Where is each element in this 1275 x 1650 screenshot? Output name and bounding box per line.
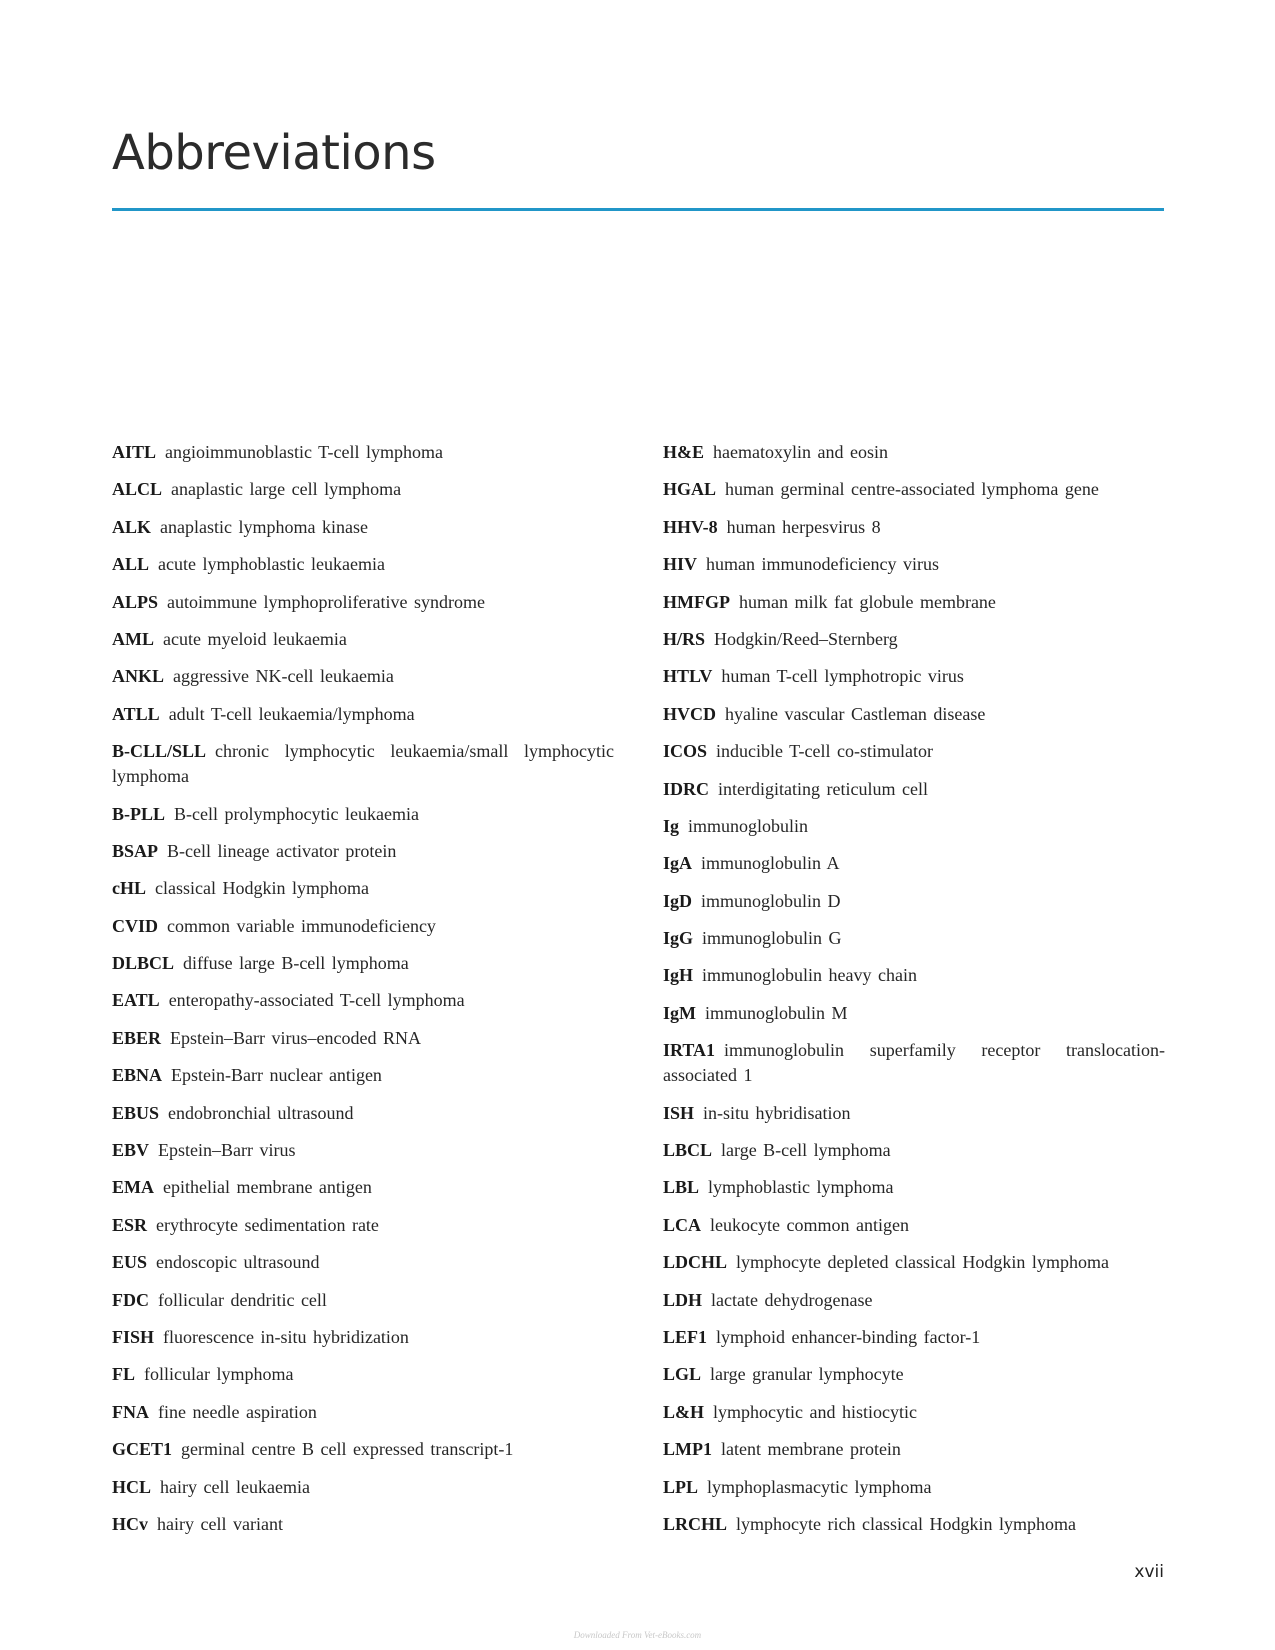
abbreviation-term: ESR bbox=[112, 1214, 148, 1235]
abbreviation-term: LDH bbox=[663, 1289, 703, 1310]
abbreviation-definition: lymphocyte depleted classical Hodgkin lymphoma bbox=[736, 1252, 1109, 1273]
abbreviation-term: IgD bbox=[663, 890, 693, 911]
abbreviation-entry bbox=[112, 1400, 614, 1425]
abbreviation-entry bbox=[112, 914, 614, 939]
abbreviation-term: EBER bbox=[112, 1027, 162, 1048]
abbreviation-term: LMP1 bbox=[663, 1439, 712, 1460]
abbreviation-entry bbox=[663, 1038, 1165, 1088]
abbreviation-definition: aggressive NK-cell leukaemia bbox=[173, 666, 394, 687]
abbreviation-entry bbox=[663, 1250, 1165, 1275]
abbreviation-entry bbox=[112, 702, 614, 727]
abbreviation-entry bbox=[112, 627, 614, 652]
abbreviation-entry bbox=[663, 851, 1165, 876]
abbreviation-term: IDRC bbox=[663, 778, 710, 799]
abbreviation-definition: diffuse large B-cell lymphoma bbox=[183, 953, 409, 974]
abbreviation-definition: fine needle aspiration bbox=[158, 1401, 317, 1422]
abbreviation-definition: immunoglobulin D bbox=[701, 890, 841, 911]
abbreviation-entry bbox=[663, 1475, 1165, 1500]
abbreviation-term: ATLL bbox=[112, 703, 160, 724]
abbreviation-entry bbox=[112, 552, 614, 577]
abbreviation-term: HGAL bbox=[663, 479, 717, 500]
abbreviation-definition: hairy cell variant bbox=[157, 1513, 283, 1534]
abbreviation-entry bbox=[112, 664, 614, 689]
abbreviation-term: LEF1 bbox=[663, 1326, 708, 1347]
abbreviation-term: GCET1 bbox=[112, 1439, 173, 1460]
abbreviation-definition: anaplastic lymphoma kinase bbox=[160, 516, 368, 537]
abbreviation-definition: erythrocyte sedimentation rate bbox=[156, 1214, 379, 1235]
abbreviation-entry bbox=[663, 777, 1165, 802]
title-divider bbox=[112, 208, 1164, 211]
abbreviation-term: IgG bbox=[663, 928, 694, 949]
abbreviation-entry bbox=[663, 739, 1165, 764]
abbreviation-definition: haematoxylin and eosin bbox=[713, 442, 888, 462]
abbreviation-definition: enteropathy-associated T-cell lymphoma bbox=[168, 990, 465, 1011]
abbreviation-definition: hairy cell leukaemia bbox=[160, 1476, 310, 1497]
abbreviation-definition: follicular lymphoma bbox=[144, 1364, 294, 1385]
abbreviation-entry bbox=[663, 1400, 1165, 1425]
abbreviation-term: EBV bbox=[112, 1140, 150, 1161]
abbreviation-definition: B-cell prolymphocytic leukaemia bbox=[174, 803, 419, 824]
abbreviation-term: HIV bbox=[663, 554, 698, 575]
abbreviation-definition: adult T-cell leukaemia/lymphoma bbox=[168, 703, 415, 724]
abbreviation-definition: angioimmunoblastic T-cell lymphoma bbox=[165, 442, 443, 462]
abbreviation-entry bbox=[112, 1325, 614, 1350]
abbreviation-definition: common variable immunodeficiency bbox=[167, 915, 436, 936]
abbreviation-definition: epithelial membrane antigen bbox=[163, 1177, 372, 1198]
abbreviation-entry bbox=[112, 515, 614, 540]
abbreviation-definition: Epstein-Barr nuclear antigen bbox=[171, 1065, 382, 1086]
abbreviation-term: LBL bbox=[663, 1177, 700, 1198]
abbreviation-definition: follicular dendritic cell bbox=[158, 1289, 327, 1310]
abbreviation-entry bbox=[663, 590, 1165, 615]
abbreviation-term: HMFGP bbox=[663, 591, 730, 612]
abbreviation-entry bbox=[112, 802, 614, 827]
abbreviation-term: IRTA1 bbox=[663, 1040, 716, 1061]
abbreviation-term: Ig bbox=[663, 815, 680, 836]
abbreviation-definition: human milk fat globule membrane bbox=[738, 591, 996, 612]
abbreviation-definition: acute myeloid leukaemia bbox=[163, 628, 347, 649]
watermark-text: Downloaded From Vet-eBooks.com bbox=[573, 1630, 702, 1640]
abbreviation-term: EBUS bbox=[112, 1102, 160, 1123]
abbreviation-term: AITL bbox=[112, 442, 157, 462]
abbreviation-term: ICOS bbox=[663, 741, 708, 762]
abbreviation-definition: endoscopic ultrasound bbox=[156, 1252, 320, 1273]
abbreviation-entry bbox=[112, 1101, 614, 1126]
abbreviation-entry bbox=[112, 739, 614, 789]
abbreviation-entry bbox=[663, 627, 1165, 652]
abbreviation-entry bbox=[112, 1138, 614, 1163]
abbreviation-term: LCA bbox=[663, 1214, 702, 1235]
abbreviation-entry bbox=[663, 477, 1165, 502]
abbreviation-entry bbox=[112, 988, 614, 1013]
abbreviation-entry bbox=[663, 926, 1165, 951]
abbreviation-definition: germinal centre B cell expressed transcript-1 bbox=[181, 1439, 514, 1460]
abbreviation-term: ALCL bbox=[112, 479, 163, 500]
abbreviation-entry bbox=[112, 1175, 614, 1200]
abbreviation-entry bbox=[663, 1213, 1165, 1238]
abbreviation-term: LBCL bbox=[663, 1140, 713, 1161]
abbreviation-entry bbox=[663, 702, 1165, 727]
abbreviation-entry bbox=[112, 1288, 614, 1313]
abbreviation-term: HCv bbox=[112, 1513, 148, 1534]
abbreviation-list-right bbox=[663, 440, 1165, 1549]
abbreviation-term: LPL bbox=[663, 1476, 699, 1497]
abbreviation-term: H&E bbox=[663, 442, 705, 462]
abbreviation-entry bbox=[112, 1512, 614, 1537]
abbreviation-definition: large B-cell lymphoma bbox=[721, 1140, 891, 1161]
abbreviation-term: EUS bbox=[112, 1252, 148, 1273]
abbreviation-entry bbox=[112, 477, 614, 502]
abbreviation-term: HCL bbox=[112, 1476, 152, 1497]
abbreviation-term: HHV-8 bbox=[663, 516, 718, 537]
abbreviation-definition: fluorescence in-situ hybridization bbox=[163, 1326, 409, 1347]
abbreviation-term: LDCHL bbox=[663, 1252, 728, 1273]
abbreviation-term: HVCD bbox=[663, 703, 716, 724]
abbreviation-entry bbox=[663, 664, 1165, 689]
abbreviation-entry bbox=[112, 1437, 614, 1462]
abbreviation-entry bbox=[112, 839, 614, 864]
abbreviation-entry bbox=[663, 552, 1165, 577]
abbreviation-term: B-CLL/SLL bbox=[112, 741, 207, 762]
abbreviation-term: DLBCL bbox=[112, 953, 175, 974]
abbreviation-definition: lymphoid enhancer-binding factor-1 bbox=[716, 1326, 981, 1347]
abbreviation-definition: lymphocytic and histiocytic bbox=[713, 1401, 917, 1422]
abbreviation-term: ALL bbox=[112, 554, 150, 575]
abbreviation-term: cHL bbox=[112, 878, 146, 899]
abbreviation-definition: acute lymphoblastic leukaemia bbox=[158, 554, 385, 575]
abbreviation-definition: B-cell lineage activator protein bbox=[167, 840, 397, 861]
abbreviation-term: AML bbox=[112, 628, 154, 649]
abbreviation-term: HTLV bbox=[663, 666, 713, 687]
abbreviation-term: ISH bbox=[663, 1102, 695, 1123]
abbreviation-term: IgA bbox=[663, 853, 693, 874]
abbreviation-term: H/RS bbox=[663, 628, 706, 649]
page-number: xvii bbox=[1134, 1562, 1164, 1582]
abbreviation-definition: human T-cell lymphotropic virus bbox=[721, 666, 964, 687]
abbreviation-entry bbox=[663, 1437, 1165, 1462]
abbreviation-definition: latent membrane protein bbox=[721, 1439, 901, 1460]
abbreviation-term: LRCHL bbox=[663, 1513, 728, 1534]
abbreviation-definition: autoimmune lymphoproliferative syndrome bbox=[167, 591, 485, 612]
abbreviation-definition: human herpesvirus 8 bbox=[726, 516, 881, 537]
abbreviation-definition: large granular lymphocyte bbox=[710, 1364, 904, 1385]
abbreviation-definition: endobronchial ultrasound bbox=[168, 1102, 354, 1123]
abbreviation-term: EMA bbox=[112, 1177, 154, 1198]
abbreviation-definition: classical Hodgkin lymphoma bbox=[155, 878, 369, 899]
abbreviation-entry bbox=[663, 963, 1165, 988]
abbreviation-term: EBNA bbox=[112, 1065, 163, 1086]
abbreviation-term: ANKL bbox=[112, 666, 165, 687]
abbreviation-definition: immunoglobulin superfamily receptor translocation-associated 1 bbox=[663, 1040, 1165, 1086]
abbreviation-term: LGL bbox=[663, 1364, 702, 1385]
abbreviation-entry bbox=[663, 440, 1165, 465]
abbreviation-definition: inducible T-cell co-stimulator bbox=[716, 741, 933, 762]
abbreviation-entry bbox=[663, 1512, 1165, 1537]
abbreviation-definition: immunoglobulin M bbox=[705, 1002, 848, 1023]
abbreviation-definition: human immunodeficiency virus bbox=[706, 554, 939, 575]
abbreviation-entry bbox=[112, 876, 614, 901]
abbreviation-definition: interdigitating reticulum cell bbox=[718, 778, 928, 799]
abbreviation-term: IgM bbox=[663, 1002, 696, 1023]
abbreviation-term: B-PLL bbox=[112, 803, 166, 824]
abbreviation-definition: leukocyte common antigen bbox=[710, 1214, 909, 1235]
abbreviation-entry bbox=[663, 515, 1165, 540]
abbreviation-entry bbox=[663, 1175, 1165, 1200]
abbreviation-entry bbox=[112, 1063, 614, 1088]
abbreviation-definition: Epstein–Barr virus bbox=[158, 1140, 296, 1161]
abbreviation-entry bbox=[112, 590, 614, 615]
abbreviation-term: L&H bbox=[663, 1401, 705, 1422]
abbreviation-definition: chronic lymphocytic leukaemia/small lymphocytic lymphoma bbox=[112, 741, 614, 787]
abbreviation-list-left bbox=[112, 440, 614, 1549]
abbreviation-term: EATL bbox=[112, 990, 160, 1011]
abbreviation-entry bbox=[663, 889, 1165, 914]
abbreviation-definition: immunoglobulin A bbox=[701, 853, 840, 874]
abbreviation-term: FNA bbox=[112, 1401, 149, 1422]
abbreviation-definition: immunoglobulin G bbox=[702, 928, 842, 949]
abbreviation-definition: hyaline vascular Castleman disease bbox=[725, 703, 986, 724]
abbreviation-entry bbox=[663, 1101, 1165, 1126]
abbreviation-entry bbox=[112, 1213, 614, 1238]
abbreviation-entry bbox=[112, 1362, 614, 1387]
abbreviation-definition: human germinal centre-associated lymphoma gene bbox=[725, 479, 1099, 500]
abbreviation-term: ALPS bbox=[112, 591, 159, 612]
abbreviation-entry bbox=[663, 1362, 1165, 1387]
abbreviation-entry bbox=[112, 440, 614, 465]
abbreviation-definition: lymphocyte rich classical Hodgkin lymphoma bbox=[736, 1513, 1076, 1534]
abbreviation-entry bbox=[112, 1250, 614, 1275]
abbreviation-entry bbox=[663, 1325, 1165, 1350]
abbreviation-term: FL bbox=[112, 1364, 136, 1385]
abbreviation-definition: Hodgkin/Reed–Sternberg bbox=[714, 628, 898, 649]
abbreviation-definition: immunoglobulin heavy chain bbox=[702, 965, 917, 986]
abbreviation-entry bbox=[663, 814, 1165, 839]
abbreviation-entry bbox=[112, 951, 614, 976]
abbreviation-entry bbox=[663, 1288, 1165, 1313]
abbreviation-entry bbox=[663, 1001, 1165, 1026]
abbreviation-definition: lymphoplasmacytic lymphoma bbox=[707, 1476, 932, 1497]
abbreviation-definition: immunoglobulin bbox=[688, 815, 809, 836]
abbreviation-term: FDC bbox=[112, 1289, 149, 1310]
abbreviation-term: BSAP bbox=[112, 840, 159, 861]
abbreviation-entry bbox=[112, 1026, 614, 1051]
abbreviation-term: CVID bbox=[112, 915, 159, 936]
abbreviation-definition: Epstein–Barr virus–encoded RNA bbox=[170, 1027, 421, 1048]
abbreviation-term: IgH bbox=[663, 965, 694, 986]
abbreviation-definition: lactate dehydrogenase bbox=[711, 1289, 873, 1310]
abbreviation-term: ALK bbox=[112, 516, 152, 537]
abbreviation-definition: in-situ hybridisation bbox=[703, 1102, 851, 1123]
abbreviation-entry bbox=[663, 1138, 1165, 1163]
abbreviation-definition: lymphoblastic lymphoma bbox=[708, 1177, 894, 1198]
abbreviation-definition: anaplastic large cell lymphoma bbox=[171, 479, 402, 500]
abbreviation-term: FISH bbox=[112, 1326, 155, 1347]
page-title: Abbreviations bbox=[112, 125, 436, 181]
abbreviation-entry bbox=[112, 1475, 614, 1500]
